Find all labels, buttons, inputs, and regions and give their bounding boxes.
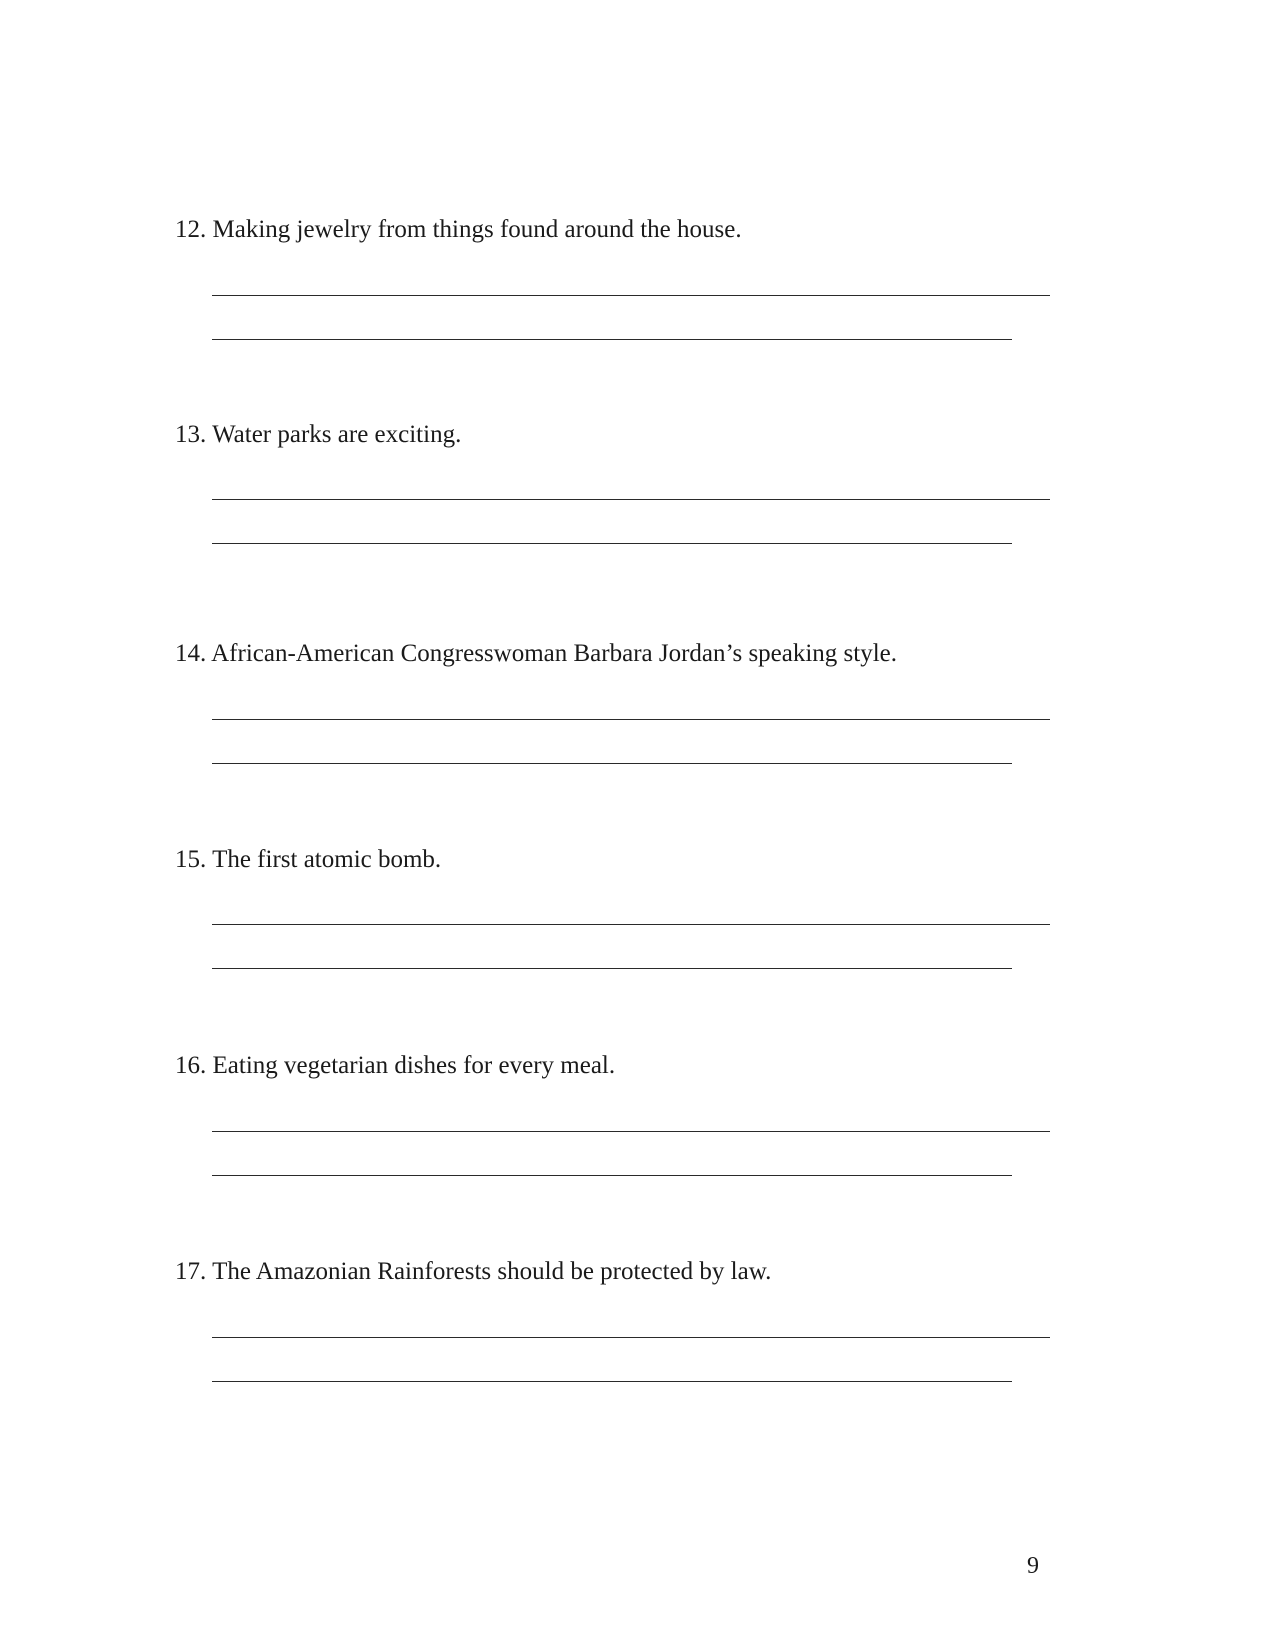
question-text: The first atomic bomb. <box>212 846 442 873</box>
answer-line-2[interactable] <box>212 1175 1012 1176</box>
answer-line-1[interactable] <box>212 499 1050 500</box>
question-13 <box>175 420 1075 450</box>
question-number: 12. <box>175 216 207 243</box>
question-16 <box>175 1051 1075 1081</box>
question-14 <box>175 639 1075 669</box>
question-text: African-American Congresswoman Barbara Jordan’s speaking style. <box>211 640 898 667</box>
question-text: Water parks are exciting. <box>212 421 462 448</box>
question-prompt <box>175 1051 1075 1081</box>
question-17 <box>175 1257 1075 1287</box>
question-prompt <box>175 1257 1075 1287</box>
answer-line-1[interactable] <box>212 295 1050 296</box>
question-text: The Amazonian Rainforests should be protected by law. <box>212 1258 772 1285</box>
answer-line-1[interactable] <box>212 1337 1050 1338</box>
question-12 <box>175 215 1075 245</box>
question-number: 16. <box>175 1052 207 1079</box>
answer-line-1[interactable] <box>212 924 1050 925</box>
question-prompt <box>175 420 1075 450</box>
question-number: 17. <box>175 1258 207 1285</box>
question-number: 14. <box>175 640 207 667</box>
question-text: Making jewelry from things found around the house. <box>212 216 742 243</box>
question-prompt <box>175 845 1075 875</box>
answer-line-2[interactable] <box>212 763 1012 764</box>
page-number: 9 <box>1027 1553 1039 1579</box>
question-prompt <box>175 639 1075 669</box>
question-number: 15. <box>175 846 207 873</box>
answer-line-1[interactable] <box>212 719 1050 720</box>
answer-line-2[interactable] <box>212 339 1012 340</box>
answer-line-2[interactable] <box>212 543 1012 544</box>
question-text: Eating vegetarian dishes for every meal. <box>212 1052 616 1079</box>
answer-line-2[interactable] <box>212 968 1012 969</box>
question-15 <box>175 845 1075 875</box>
question-prompt <box>175 215 1075 245</box>
question-number: 13. <box>175 421 207 448</box>
answer-line-1[interactable] <box>212 1131 1050 1132</box>
answer-line-2[interactable] <box>212 1381 1012 1382</box>
